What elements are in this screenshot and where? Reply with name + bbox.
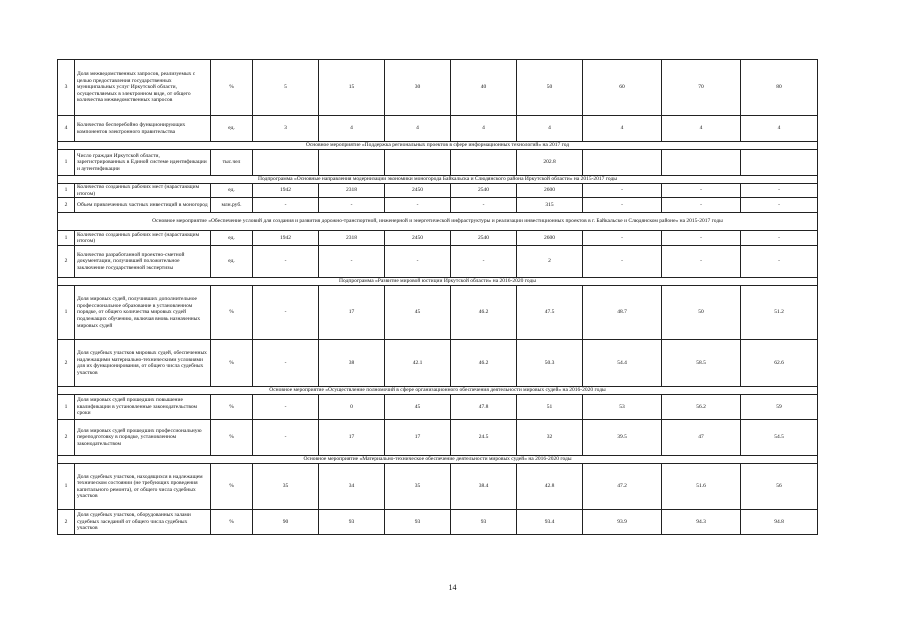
value-cell: -	[253, 340, 319, 387]
table-row	[58, 231, 818, 246]
value-cell: 51	[517, 395, 583, 420]
value-cell: 93	[319, 510, 385, 535]
table-row	[58, 464, 818, 510]
value-cell: 5	[253, 60, 319, 116]
table-row	[58, 198, 818, 213]
page-number: 14	[448, 583, 457, 592]
value-cell: 39.5	[583, 420, 662, 456]
section-header-row	[58, 142, 818, 150]
value-cell	[253, 150, 319, 176]
value-cell: 17	[385, 420, 451, 456]
table-row	[58, 340, 818, 387]
unit-cell: %	[211, 464, 253, 510]
section-header-row	[58, 278, 818, 286]
value-cell: 30	[385, 60, 451, 116]
value-cell: 4	[583, 116, 662, 142]
value-cell: 42.8	[517, 464, 583, 510]
row-number-cell: 4	[58, 116, 75, 142]
value-cell: 2450	[385, 184, 451, 198]
value-cell: 50	[517, 60, 583, 116]
row-number-cell: 1	[58, 184, 75, 198]
unit-cell: %	[211, 286, 253, 340]
value-cell: -	[385, 246, 451, 278]
value-cell: 51.2	[741, 286, 818, 340]
value-cell: 56.2	[662, 395, 741, 420]
indicator-name-cell: Доля мировых судей прошедших повышение квалификации в установленные законодательством сроки	[75, 395, 211, 420]
value-cell: 94.8	[741, 510, 818, 535]
indicator-name-cell: Количество созданных рабочих мест (нарастающим итогом)	[75, 184, 211, 198]
table-row	[58, 60, 818, 116]
value-cell: -	[253, 286, 319, 340]
value-cell: 315	[517, 198, 583, 213]
value-cell: 93.4	[517, 510, 583, 535]
value-cell: 35	[253, 464, 319, 510]
value-cell: -	[741, 246, 818, 278]
value-cell: -	[662, 198, 741, 213]
value-cell: -	[583, 184, 662, 198]
value-cell: -	[662, 246, 741, 278]
row-number-cell: 1	[58, 150, 75, 176]
value-cell: 50.3	[517, 340, 583, 387]
value-cell: 46.2	[451, 286, 517, 340]
value-cell: 2600	[517, 231, 583, 246]
value-cell: -	[583, 231, 662, 246]
value-cell: 2318	[319, 231, 385, 246]
row-number-cell: 2	[58, 420, 75, 456]
value-cell: 202.8	[517, 150, 583, 176]
value-cell: 45	[385, 286, 451, 340]
value-cell: 93.9	[583, 510, 662, 535]
value-cell: 51.6	[662, 464, 741, 510]
indicator-name-cell: Доля мировых судей, получивших дополнительное профессиональное образование в установленном порядке, от общего количества мировых судей подлежащих обучению, включая вновь назначенных мировых судей	[75, 286, 211, 340]
value-cell: 48.7	[583, 286, 662, 340]
unit-cell: %	[211, 60, 253, 116]
value-cell: 62.6	[741, 340, 818, 387]
value-cell	[319, 150, 385, 176]
section-header-row	[58, 456, 818, 464]
table-row	[58, 395, 818, 420]
value-cell: 4	[319, 116, 385, 142]
value-cell: -	[583, 198, 662, 213]
value-cell: 3	[253, 116, 319, 142]
unit-cell: ед.	[211, 184, 253, 198]
value-cell: -	[451, 246, 517, 278]
value-cell: -	[741, 198, 818, 213]
value-cell: 2318	[319, 184, 385, 198]
value-cell: 2600	[517, 184, 583, 198]
section-title: Основное мероприятие «Обеспечение условий для создания и развития дорожно-транспортной, инженерной и энергетической инфраструктуры и реализации инвестиционных проектов в г. Байкальске и Слюдянском районе» на 2015-2017 годы	[58, 213, 818, 231]
section-header-row	[58, 213, 818, 231]
value-cell: 50	[662, 286, 741, 340]
section-title: Подпрограмма «Основные направления модернизации экономики моногорода Байкальска и Слюдянского района Иркутской области» на 2015-2017 годы	[58, 176, 818, 184]
value-cell: 38.4	[451, 464, 517, 510]
value-cell: -	[662, 184, 741, 198]
value-cell: 58.5	[662, 340, 741, 387]
row-number-cell: 2	[58, 340, 75, 387]
value-cell: 40	[451, 60, 517, 116]
row-number-cell: 2	[58, 198, 75, 213]
row-number-cell: 1	[58, 231, 75, 246]
value-cell: 17	[319, 420, 385, 456]
table-row	[58, 286, 818, 340]
unit-cell: %	[211, 510, 253, 535]
value-cell	[451, 150, 517, 176]
value-cell: 47.8	[451, 395, 517, 420]
value-cell: 54.5	[741, 420, 818, 456]
table-row	[58, 510, 818, 535]
value-cell: -	[319, 198, 385, 213]
value-cell: 90	[253, 510, 319, 535]
section-header-row	[58, 387, 818, 395]
row-number-cell: 1	[58, 395, 75, 420]
section-title: Основное мероприятие «Осуществление полномочий в сфере организационного обеспечения деятельности мировых судей» на 2016-2020 годы	[58, 387, 818, 395]
row-number-cell: 2	[58, 246, 75, 278]
value-cell: 2540	[451, 184, 517, 198]
value-cell	[741, 150, 818, 176]
value-cell: 47.5	[517, 286, 583, 340]
value-cell: 38	[319, 340, 385, 387]
indicator-name-cell: Количество бесперебойно функционирующих компонентов электронного правительства	[75, 116, 211, 142]
unit-cell: ед.	[211, 116, 253, 142]
value-cell: 93	[385, 510, 451, 535]
value-cell: 93	[451, 510, 517, 535]
indicator-name-cell: Доля межведомственных запросов, реализуемых с целью предоставления государственных муниципальных услуг Иркутской области, осуществляемых в электронном виде, от общего количества межведомственных запросов	[75, 60, 211, 116]
value-cell: 53	[583, 395, 662, 420]
value-cell: 1942	[253, 231, 319, 246]
value-cell: 42.1	[385, 340, 451, 387]
value-cell: -	[662, 231, 741, 246]
value-cell: 2540	[451, 231, 517, 246]
value-cell	[583, 150, 662, 176]
row-number-cell: 1	[58, 286, 75, 340]
value-cell: -	[451, 198, 517, 213]
unit-cell: ед.	[211, 246, 253, 278]
value-cell: 47.2	[583, 464, 662, 510]
table-body	[58, 60, 818, 535]
section-title: Подпрограмма «Развитие мировой юстиции Иркутской области» на 2016-2020 годы	[58, 278, 818, 286]
value-cell: -	[319, 246, 385, 278]
section-title: Основное мероприятие «Поддержка региональных проектов в сфере информационных технологий» на 2017 год	[58, 142, 818, 150]
value-cell	[385, 150, 451, 176]
unit-cell: %	[211, 395, 253, 420]
table-row	[58, 150, 818, 176]
value-cell: 4	[451, 116, 517, 142]
value-cell: -	[253, 198, 319, 213]
indicator-name-cell: Количество разработанной проектно-сметной документации, получившей положительное заключение государственной экспертизы	[75, 246, 211, 278]
value-cell: 0	[319, 395, 385, 420]
value-cell: 45	[385, 395, 451, 420]
value-cell: 34	[319, 464, 385, 510]
section-header-row	[58, 176, 818, 184]
indicator-name-cell: Объем привлеченных частных инвестиций в моногород	[75, 198, 211, 213]
section-title: Основное мероприятие «Материально-техническое обеспечение деятельности мировых судей» на 2016-2020 годы	[58, 456, 818, 464]
indicator-name-cell: Доля мировых судей прошедших профессиональную переподготовку в порядке, установленном законодательством	[75, 420, 211, 456]
value-cell: -	[253, 246, 319, 278]
indicators-table	[57, 59, 818, 535]
table-row	[58, 246, 818, 278]
value-cell: 70	[662, 60, 741, 116]
unit-cell: тыс.чел	[211, 150, 253, 176]
value-cell: 4	[517, 116, 583, 142]
value-cell: -	[253, 420, 319, 456]
indicator-name-cell: Количество созданных рабочих мест (нарастающим итогом)	[75, 231, 211, 246]
row-number-cell: 3	[58, 60, 75, 116]
unit-cell: ед.	[211, 231, 253, 246]
value-cell: 54.4	[583, 340, 662, 387]
value-cell: 80	[741, 60, 818, 116]
value-cell: 32	[517, 420, 583, 456]
value-cell: -	[385, 198, 451, 213]
row-number-cell: 2	[58, 510, 75, 535]
value-cell: 47	[662, 420, 741, 456]
value-cell: -	[583, 246, 662, 278]
unit-cell: %	[211, 340, 253, 387]
indicator-name-cell: Доля судебных участков, находящихся в надлежащем техническом состоянии (не требующих проведения капитального ремонта), от общего числа судебных участков	[75, 464, 211, 510]
value-cell: 17	[319, 286, 385, 340]
unit-cell: %	[211, 420, 253, 456]
value-cell: 15	[319, 60, 385, 116]
indicator-name-cell: Доля судебных участков мировых судей, обеспеченных надлежащими материально-техническими условиями для их функционирования, от общего числа судебных участков	[75, 340, 211, 387]
value-cell: 4	[385, 116, 451, 142]
value-cell: 35	[385, 464, 451, 510]
table-row	[58, 116, 818, 142]
value-cell: -	[741, 184, 818, 198]
row-number-cell: 1	[58, 464, 75, 510]
value-cell: 2	[517, 246, 583, 278]
value-cell: 94.3	[662, 510, 741, 535]
table-row	[58, 184, 818, 198]
value-cell: 1942	[253, 184, 319, 198]
unit-cell: млн.руб.	[211, 198, 253, 213]
indicator-name-cell: Число граждан Иркутской области, зарегистрированных в Единой системе идентификации и аутентификации	[75, 150, 211, 176]
value-cell: -	[253, 395, 319, 420]
value-cell: 2450	[385, 231, 451, 246]
table-row	[58, 420, 818, 456]
value-cell: 46.2	[451, 340, 517, 387]
value-cell: 60	[583, 60, 662, 116]
value-cell: -	[741, 231, 818, 246]
value-cell: 4	[662, 116, 741, 142]
value-cell: 24.5	[451, 420, 517, 456]
value-cell: 4	[741, 116, 818, 142]
value-cell: 59	[741, 395, 818, 420]
value-cell: 56	[741, 464, 818, 510]
indicator-name-cell: Доля судебных участков, оборудованных залами судебных заседаний от общего числа судебных участков	[75, 510, 211, 535]
value-cell	[662, 150, 741, 176]
